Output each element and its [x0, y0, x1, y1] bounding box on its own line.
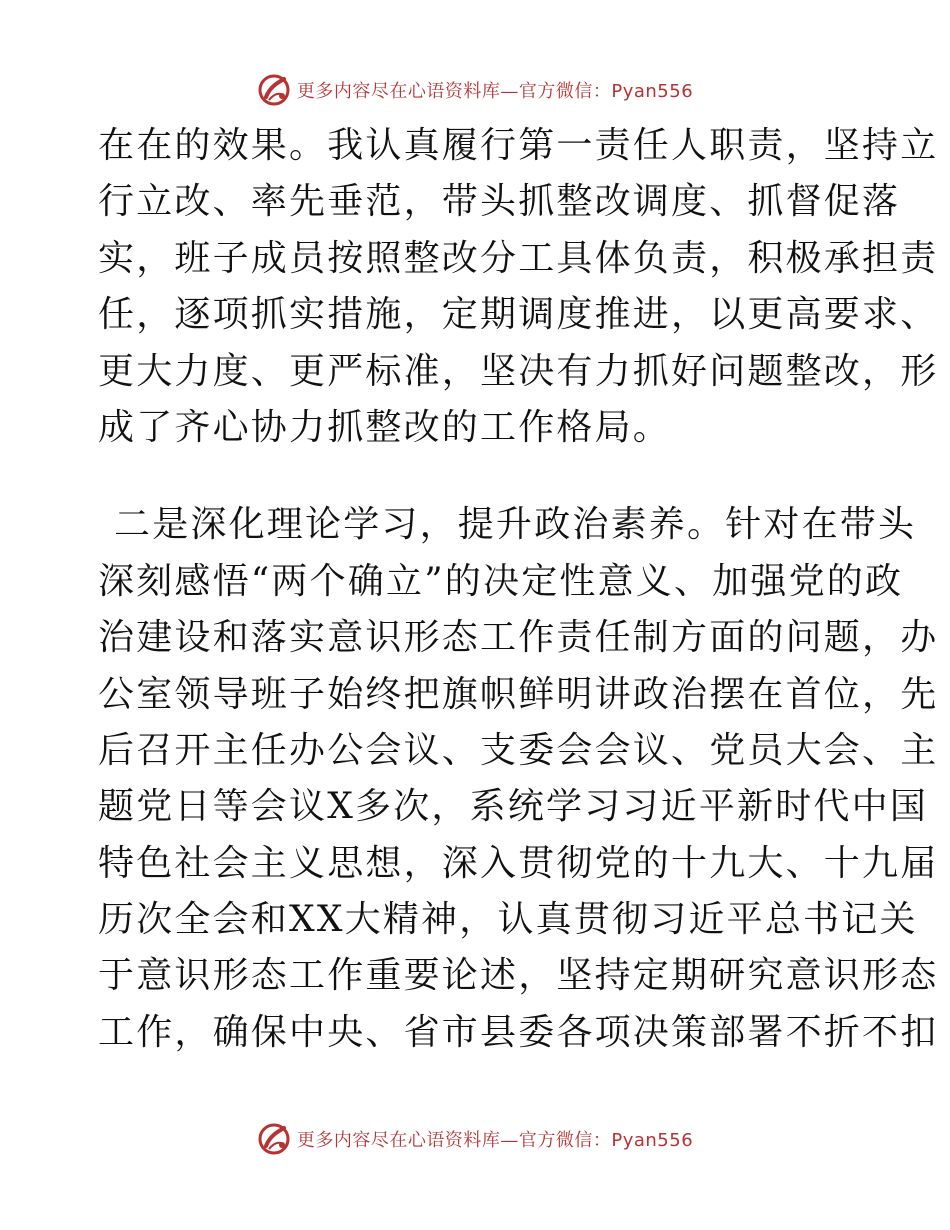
paragraph-line: 特色社会主义思想，深入贯彻党的十九大、十九届 [98, 842, 939, 884]
paragraph-gap [98, 456, 858, 497]
calligraphy-brush-seal-icon [257, 73, 291, 107]
calligraphy-brush-seal-icon [257, 1122, 291, 1156]
footer-dash: — [500, 1130, 519, 1151]
paragraph-line: 更大力度、更严标准，坚决有力抓好问题整改，形 [98, 350, 939, 392]
footer-wechat-text: 官方微信：Pyan556 [518, 1130, 694, 1151]
footer-watermark [0, 1119, 950, 1159]
paragraph-line: 实，班子成员按照整改分工具体负责，积极承担责 [98, 237, 939, 279]
paragraph-line: 公室领导班子始终把旗帜鲜明讲政治摆在首位，先 [98, 673, 939, 715]
paragraph-line: 任，逐项抓实措施，定期调度推进，以更高要求、 [98, 294, 939, 336]
paragraph-line: 历次全会和XX大精神，认真贯彻习近平总书记关 [98, 899, 918, 941]
paragraph-line: 题党日等会议X多次，系统学习习近平新时代中国 [98, 786, 929, 828]
paragraph-line: 深刻感悟“两个确立”的决定性意义、加强党的政 [98, 560, 904, 602]
document-body [98, 118, 939, 1061]
paragraph-line: 后召开主任办公会议、支委会会议、党员大会、主 [98, 729, 939, 771]
paragraph-line: 工作，确保中央、省市县委各项决策部署不折不扣 [98, 1011, 939, 1053]
footer-watermark-text [297, 1126, 693, 1152]
paragraph-line: 成了齐心协力抓整改的工作格局。 [98, 406, 672, 448]
paragraph-line: 治建设和落实意识形态工作责任制方面的问题，办 [98, 617, 939, 659]
paragraph-1 [98, 118, 939, 456]
header-dash: — [500, 81, 519, 102]
paragraph-line: 二是深化理论学习，提升政治素养。针对在带头 [114, 504, 917, 546]
paragraph-line: 在在的效果。我认真履行第一责任人职责，坚持立 [98, 125, 939, 166]
paragraph-line: 于意识形态工作重要论述，坚持定期研究意识形态 [98, 955, 939, 997]
header-site-text: 更多内容尽在心语资料库 [296, 81, 501, 102]
paragraph-2 [98, 497, 939, 1061]
header-watermark-text [297, 77, 693, 103]
header-watermark [0, 70, 950, 110]
paragraph-line: 行立改、率先垂范，带头抓整改调度、抓督促落 [98, 181, 901, 223]
footer-site-text: 更多内容尽在心语资料库 [296, 1130, 501, 1151]
header-wechat-text: 官方微信：Pyan556 [518, 81, 694, 102]
